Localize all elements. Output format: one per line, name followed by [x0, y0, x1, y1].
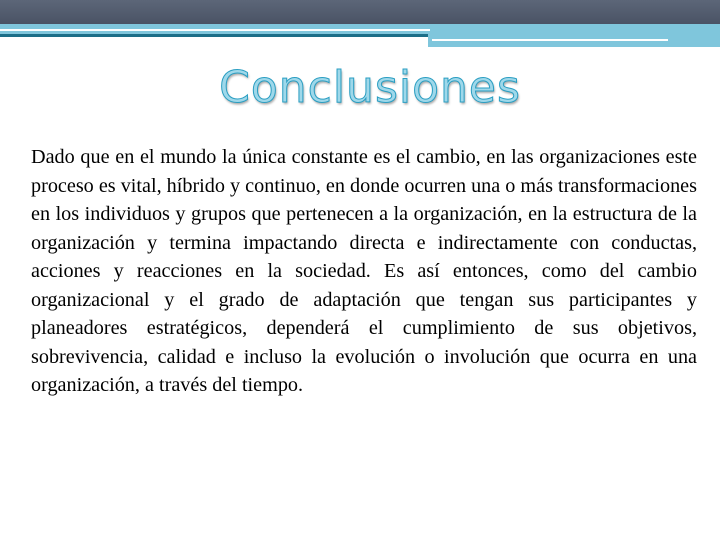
- body-paragraph: Dado que en el mundo la única constante es el cambio, en las organizaciones este proceso es vital, híbrido y continuo, en donde ocurren una o más transformaciones en los individuos y grupos que pertenecen a la organización, en la estructura de la organización y termina impactando directa e indirectamente con conductas, acciones y reacciones en la sociedad. Es así entonces, como del cambio organizacional y el grado de adaptación que tengan sus participantes y planeadores estratégicos, dependerá el cumplimiento de sus objetivos, sobrevivencia, calidad e incluso la evolución o involución que ocurra en una organización, a través del tiempo.: [31, 146, 698, 396]
- divider-line-right: [432, 39, 668, 41]
- divider-line-left: [0, 29, 430, 31]
- slide-title: Conclusiones: [219, 62, 521, 113]
- header-bar: [0, 0, 720, 24]
